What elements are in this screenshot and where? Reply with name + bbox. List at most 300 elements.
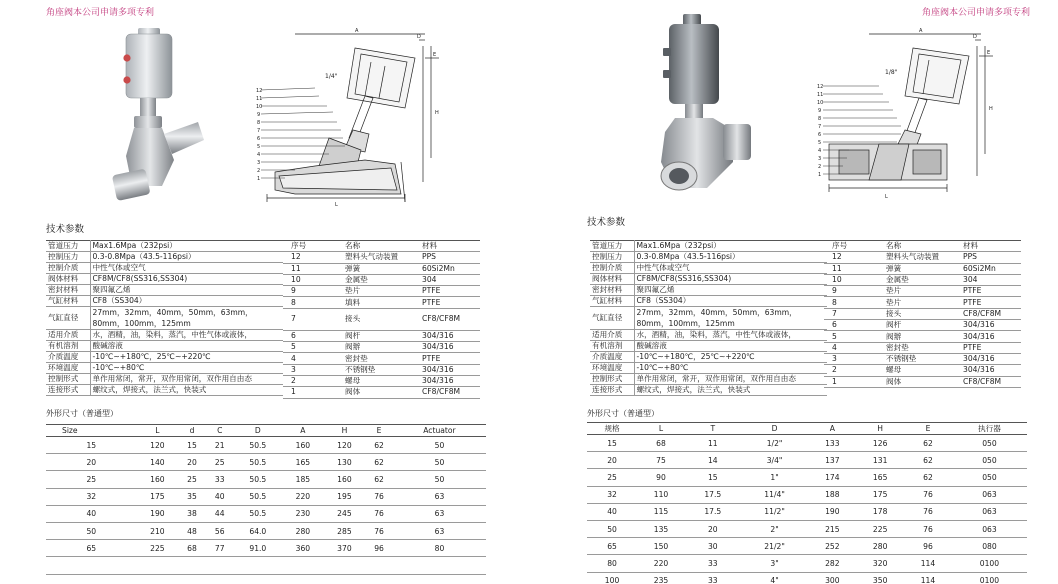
spec-value: 螺纹式，焊接式，法兰式，快装式 xyxy=(634,385,827,396)
inlet-pipe xyxy=(164,122,204,154)
dim-cell: 3/4" xyxy=(741,452,809,469)
dim-cell: 20 xyxy=(46,454,137,471)
tech-params-title: 技术参数 xyxy=(587,217,626,228)
dim-cell: 188 xyxy=(808,486,856,503)
dim-cell: 96 xyxy=(904,538,952,555)
dim-cell: 21/2" xyxy=(741,538,809,555)
inlet-port xyxy=(723,124,751,160)
dim-cell: H xyxy=(856,423,904,435)
dim-header-row xyxy=(46,425,486,437)
dim-cell: 165 xyxy=(856,469,904,486)
parts-row: 2 螺母 304/316 xyxy=(824,365,1021,376)
spec-label: 连接形式 xyxy=(46,385,90,396)
dim-row xyxy=(46,505,486,522)
spec-value: 聚四氟乙烯 xyxy=(90,285,283,296)
valve-drawing-threaded xyxy=(809,26,1009,211)
dim-row xyxy=(46,522,486,539)
part-label: 10 xyxy=(256,104,263,110)
outlet-pipe xyxy=(112,169,151,202)
dim-cell: 17.5 xyxy=(685,486,741,503)
dim-cell: 252 xyxy=(808,538,856,555)
part-label: 8 xyxy=(818,116,822,122)
spec-label: 气缸直径 xyxy=(590,307,634,330)
dim-cell: 080 xyxy=(952,538,1027,555)
dim-cell: 63 xyxy=(393,522,486,539)
spec-value: 酸碱溶液 xyxy=(634,341,827,352)
dim-cell: C xyxy=(206,425,234,437)
dim-row xyxy=(587,503,1027,520)
dim-cell: 140 xyxy=(137,454,179,471)
spec-label: 环境温度 xyxy=(46,363,90,374)
dim-cell: 25 xyxy=(206,454,234,471)
part-label: 11 xyxy=(256,96,263,102)
dim-cell xyxy=(137,557,179,574)
spec-value: CF8M/CF8(SS316,SS304) xyxy=(90,274,283,285)
dim-row-empty xyxy=(46,557,486,574)
valve-photo-threaded xyxy=(649,12,764,202)
part-label: 5 xyxy=(257,144,261,150)
port-size-label: 1/4" xyxy=(325,73,338,80)
dim-cell xyxy=(46,557,137,574)
dim-cell: 280 xyxy=(282,522,324,539)
spec-label: 密封材料 xyxy=(46,285,90,296)
part-label: 2 xyxy=(257,168,261,174)
dim-cell: 11/2" xyxy=(741,503,809,520)
right-panel xyxy=(529,0,1058,584)
dim-row xyxy=(46,437,486,454)
part-label: 1 xyxy=(257,176,261,182)
dim-cell: 14 xyxy=(685,452,741,469)
dim-cell: 50 xyxy=(393,471,486,488)
spec-value: 水，酒精，油，染料，蒸汽，中性气体或液体， xyxy=(634,330,827,341)
dim-cell: 33 xyxy=(206,471,234,488)
dim-cell: 63 xyxy=(393,488,486,505)
dim-cell: 137 xyxy=(808,452,856,469)
dim-cell: 050 xyxy=(952,452,1027,469)
dim-cell: 68 xyxy=(637,435,685,452)
dim-cell: 20 xyxy=(178,454,206,471)
parts-table xyxy=(283,240,480,399)
dim-cell: 280 xyxy=(856,538,904,555)
dim-cell: 40 xyxy=(46,505,137,522)
spec-label: 控制形式 xyxy=(590,374,634,385)
parts-table xyxy=(824,240,1021,388)
dim-cell: A xyxy=(282,425,324,437)
dim-cell: 50 xyxy=(46,522,137,539)
spec-value: 聚四氟乙烯 xyxy=(634,285,827,296)
dim-row xyxy=(587,452,1027,469)
dim-cell: 62 xyxy=(365,454,393,471)
spec-value: 中性气体或空气 xyxy=(90,263,283,274)
dim-cell: 25 xyxy=(178,471,206,488)
dim-cell: 32 xyxy=(587,486,637,503)
spec-value: -10℃~+80℃ xyxy=(90,363,283,374)
dim-cell: 20 xyxy=(685,520,741,537)
parts-header-row xyxy=(283,241,480,252)
part-label: 3 xyxy=(818,156,822,162)
spec-label: 控制介质 xyxy=(590,263,634,274)
spec-label: 介质温度 xyxy=(46,352,90,363)
air-port-bottom xyxy=(663,70,671,78)
dim-cell: E xyxy=(365,425,393,437)
dim-cell: 150 xyxy=(637,538,685,555)
dim-row xyxy=(587,520,1027,537)
air-port-top xyxy=(663,48,671,56)
dim-cell: 62 xyxy=(904,435,952,452)
dim-row xyxy=(46,540,486,557)
dim-cell: 33 xyxy=(685,572,741,584)
dim-cell: 96 xyxy=(365,540,393,557)
spec-value: 单作用常闭，常开，双作用常闭，双作用自由态 xyxy=(90,374,283,385)
part-label: 11 xyxy=(817,92,824,98)
dim-cell: 17.5 xyxy=(685,503,741,520)
dim-row xyxy=(46,488,486,505)
dim-cell: 300 xyxy=(808,572,856,584)
parts-row: 3 不锈钢垫 304/316 xyxy=(824,353,1021,364)
dim-cell: 3" xyxy=(741,555,809,572)
dim-cell: 50 xyxy=(587,520,637,537)
parts-row: 8 垫片 PTFE xyxy=(824,297,1021,308)
spec-value: 27mm，32mm，40mm，50mm，63mm， xyxy=(92,308,253,317)
spec-value: CF8（SS304） xyxy=(634,296,827,307)
valve-drawing-welded xyxy=(255,26,450,216)
dim-cell: 50 xyxy=(393,454,486,471)
part-label: 9 xyxy=(818,108,822,114)
spec-label: 气缸材料 xyxy=(46,296,90,307)
dim-cell: 77 xyxy=(206,540,234,557)
dim-cell: T xyxy=(685,423,741,435)
dim-cell: 135 xyxy=(637,520,685,537)
part-label: 12 xyxy=(817,84,824,90)
dim-cell xyxy=(324,557,366,574)
dim-cell: 1/2" xyxy=(741,435,809,452)
parts-row: 7 接头 CF8/CF8M xyxy=(283,308,480,330)
spec-label: 管道压力 xyxy=(46,241,90,252)
dim-cell: 62 xyxy=(904,452,952,469)
spec-value-cont: 80mm，100mm，125mm xyxy=(92,319,191,328)
parts-row: 1 阀体 CF8/CF8M xyxy=(824,376,1021,387)
dim-cell: 063 xyxy=(952,503,1027,520)
spec-label: 阀体材料 xyxy=(46,274,90,285)
air-port-bottom xyxy=(123,76,130,83)
part-label: 6 xyxy=(818,132,822,138)
spec-value: 0.3-0.8Mpa（43.5-116psi） xyxy=(634,252,827,263)
part-label: 8 xyxy=(257,120,261,126)
air-port-top xyxy=(123,54,130,61)
dim-d-label: D xyxy=(973,34,977,40)
dim-cell: 360 xyxy=(282,540,324,557)
dim-cell: 100 xyxy=(587,572,637,584)
parts-row: 6 阀杆 304/316 xyxy=(824,320,1021,331)
dim-cell xyxy=(282,557,324,574)
part-label: 6 xyxy=(257,136,261,142)
dim-cell: 114 xyxy=(904,555,952,572)
dim-cell: 1" xyxy=(741,469,809,486)
dim-cell: Actuator xyxy=(393,425,486,437)
parts-row: 10 金属垫 304 xyxy=(283,274,480,285)
dim-cell: 190 xyxy=(808,503,856,520)
dim-row xyxy=(46,471,486,488)
dim-cell: D xyxy=(234,425,283,437)
dim-cell: 210 xyxy=(137,522,179,539)
dim-row xyxy=(587,486,1027,503)
spec-value: 27mm，32mm，40mm，50mm，63mm， xyxy=(636,308,797,317)
spec-label: 气缸直径 xyxy=(46,307,90,330)
dim-cell: 2" xyxy=(741,520,809,537)
dim-cell: 63 xyxy=(393,505,486,522)
dim-row xyxy=(587,435,1027,452)
dim-cell: 65 xyxy=(587,538,637,555)
dim-cell: E xyxy=(904,423,952,435)
dim-cell: 56 xyxy=(206,522,234,539)
dim-cell: 75 xyxy=(637,452,685,469)
dim-cell: 0100 xyxy=(952,555,1027,572)
dim-cell: 174 xyxy=(808,469,856,486)
dim-cell: 175 xyxy=(137,488,179,505)
dim-cell: 64.0 xyxy=(234,522,283,539)
dim-cell: 44 xyxy=(206,505,234,522)
dim-cell: 35 xyxy=(178,488,206,505)
parts-row: 11 弹簧 60Si2Mn xyxy=(824,263,1021,274)
dim-cell: 178 xyxy=(856,503,904,520)
parts-row: 12 塑料头气动装置 PPS xyxy=(283,252,480,263)
dim-cell: 130 xyxy=(324,454,366,471)
part-label: 9 xyxy=(257,112,261,118)
parts-header-row xyxy=(824,241,1021,252)
spec-value: -10℃~+180℃，25℃~+220℃ xyxy=(634,352,827,363)
spec-label: 适用介质 xyxy=(46,330,90,341)
dim-l-label: L xyxy=(335,202,338,208)
dimensions-table xyxy=(46,424,486,575)
dimensions-table xyxy=(587,422,1027,584)
dim-cell: D xyxy=(741,423,809,435)
dim-cell: 185 xyxy=(282,471,324,488)
dim-cell: 执行器 xyxy=(952,423,1027,435)
parts-row: 5 阀辦 304/316 xyxy=(283,342,480,353)
dim-cell: 0100 xyxy=(952,572,1027,584)
dim-cell: 68 xyxy=(178,540,206,557)
part-label: 5 xyxy=(818,140,822,146)
parts-row: 4 密封垫 PTFE xyxy=(824,342,1021,353)
spec-label: 介质温度 xyxy=(590,352,634,363)
dim-h-label: H xyxy=(435,110,439,116)
dim-cell: 50.5 xyxy=(234,471,283,488)
part-label: 1 xyxy=(818,172,822,178)
dim-e-label: E xyxy=(433,52,437,58)
dim-cell: 050 xyxy=(952,435,1027,452)
dim-cell: 76 xyxy=(904,503,952,520)
dim-cell: 120 xyxy=(324,437,366,454)
dim-cell xyxy=(234,557,283,574)
dim-cell: 215 xyxy=(808,520,856,537)
dim-row xyxy=(587,555,1027,572)
dim-cell: 76 xyxy=(365,522,393,539)
dim-cell: 80 xyxy=(393,540,486,557)
part-label: 4 xyxy=(818,148,822,154)
dim-cell: d xyxy=(178,425,206,437)
dim-cell: 50 xyxy=(393,437,486,454)
parts-row: 7 接头 CF8/CF8M xyxy=(824,308,1021,319)
parts-header-no: 序号 xyxy=(824,241,884,252)
dim-cell: 195 xyxy=(324,488,366,505)
dim-cell: 175 xyxy=(856,486,904,503)
spec-label: 连接形式 xyxy=(590,385,634,396)
dim-row xyxy=(587,572,1027,584)
parts-row: 9 垫片 PTFE xyxy=(824,286,1021,297)
dim-cell: 063 xyxy=(952,520,1027,537)
dim-cell: 110 xyxy=(637,486,685,503)
parts-header-name: 名称 xyxy=(343,241,420,252)
spec-value: 中性气体或空气 xyxy=(634,263,827,274)
dim-cell: 91.0 xyxy=(234,540,283,557)
part-label: 3 xyxy=(257,160,261,166)
dim-cell: 规格 xyxy=(587,423,637,435)
dim-cell: 225 xyxy=(137,540,179,557)
dim-cell: 160 xyxy=(137,471,179,488)
dim-cell: L xyxy=(137,425,179,437)
dim-header-row xyxy=(587,423,1027,435)
dim-cell: 50.5 xyxy=(234,454,283,471)
dim-row xyxy=(587,538,1027,555)
part-label: 12 xyxy=(256,88,263,94)
dim-cell: 20 xyxy=(587,452,637,469)
dim-cell: 050 xyxy=(952,469,1027,486)
dimensions-title: 外形尺寸（普通型） xyxy=(46,409,118,418)
dim-cell: 245 xyxy=(324,505,366,522)
spec-value: -10℃~+80℃ xyxy=(634,363,827,374)
dim-cell: 320 xyxy=(856,555,904,572)
dim-row xyxy=(46,454,486,471)
dim-cell: 32 xyxy=(46,488,137,505)
dim-cell xyxy=(178,557,206,574)
dim-cell: 48 xyxy=(178,522,206,539)
packing-nut xyxy=(134,116,162,128)
spec-label: 阀体材料 xyxy=(590,274,634,285)
parts-row: 9 垫片 PTFE xyxy=(283,286,480,297)
parts-row: 2 螺母 304/316 xyxy=(283,375,480,386)
parts-row: 6 阀杆 304/316 xyxy=(283,330,480,341)
dim-cell: 33 xyxy=(685,555,741,572)
dim-cell: 350 xyxy=(856,572,904,584)
dim-cell: 76 xyxy=(365,505,393,522)
parts-header-material: 材料 xyxy=(961,241,1021,252)
spec-table xyxy=(590,240,827,396)
dim-l-label: L xyxy=(885,194,888,200)
part-label: 2 xyxy=(818,164,822,170)
dim-cell: 50.5 xyxy=(234,505,283,522)
dim-cell: 15 xyxy=(685,469,741,486)
dim-cell: 90 xyxy=(637,469,685,486)
spec-label: 控制压力 xyxy=(46,252,90,263)
dim-cell: 225 xyxy=(856,520,904,537)
spec-value: CF8（SS304） xyxy=(90,296,283,307)
dim-cell: 220 xyxy=(282,488,324,505)
spec-label: 管道压力 xyxy=(590,241,634,252)
spec-value: 酸碱溶液 xyxy=(90,341,283,352)
dim-cell xyxy=(393,557,486,574)
actuator-neck xyxy=(685,104,703,118)
dim-cell: 131 xyxy=(856,452,904,469)
spec-value: 螺纹式，焊接式，法兰式，快装式 xyxy=(90,385,283,396)
parts-header-name: 名称 xyxy=(884,241,961,252)
dim-cell: 165 xyxy=(282,454,324,471)
parts-row: 12 塑料头气动装置 PPS xyxy=(824,252,1021,263)
spec-value: -10℃~+180℃，25℃~+220℃ xyxy=(90,352,283,363)
dim-cell xyxy=(365,557,393,574)
dim-cell: 220 xyxy=(637,555,685,572)
dim-a-label: A xyxy=(355,28,359,34)
dim-cell: 4" xyxy=(741,572,809,584)
parts-header-no: 序号 xyxy=(283,241,343,252)
spec-value: CF8M/CF8(SS316,SS304) xyxy=(634,274,827,285)
valve-photo-welded xyxy=(108,26,208,206)
actuator-head xyxy=(126,34,172,98)
dim-cell: H xyxy=(324,425,366,437)
tech-params-title: 技术参数 xyxy=(46,224,85,235)
spec-label: 控制介质 xyxy=(46,263,90,274)
dim-e-label: E xyxy=(987,50,991,56)
dim-cell: 15 xyxy=(178,437,206,454)
dim-cell: 114 xyxy=(904,572,952,584)
dim-cell: 50.5 xyxy=(234,488,283,505)
parts-row: 3 不锈钢垫 304/316 xyxy=(283,364,480,375)
dim-cell: 11/4" xyxy=(741,486,809,503)
spec-value: Max1.6Mpa（232psi） xyxy=(634,241,827,252)
dim-cell: 15 xyxy=(46,437,137,454)
spec-value: 0.3-0.8Mpa（43.5-116psi） xyxy=(90,252,283,263)
dim-cell: 65 xyxy=(46,540,137,557)
dim-cell: 38 xyxy=(178,505,206,522)
dim-cell: 190 xyxy=(137,505,179,522)
dim-cell: A xyxy=(808,423,856,435)
parts-row: 10 金属垫 304 xyxy=(824,274,1021,285)
dim-cell: L xyxy=(637,423,685,435)
dim-a-label: A xyxy=(919,28,923,34)
dim-cell: 120 xyxy=(137,437,179,454)
parts-row: 1 阀体 CF8/CF8M xyxy=(283,387,480,398)
spec-label: 环境温度 xyxy=(590,363,634,374)
dim-cell: 40 xyxy=(587,503,637,520)
dim-cell: 40 xyxy=(206,488,234,505)
spec-label: 控制形式 xyxy=(46,374,90,385)
spec-table xyxy=(46,240,283,396)
dim-cell: 50.5 xyxy=(234,437,283,454)
dimensions-title: 外形尺寸（普通型） xyxy=(587,409,659,418)
dim-row xyxy=(587,469,1027,486)
dim-cell xyxy=(206,557,234,574)
part-label: 10 xyxy=(817,100,824,106)
dim-h-label: H xyxy=(989,106,993,112)
dim-cell: 063 xyxy=(952,486,1027,503)
dim-cell: 30 xyxy=(685,538,741,555)
dim-cell: 160 xyxy=(324,471,366,488)
dim-cell: 25 xyxy=(46,471,137,488)
part-label: 7 xyxy=(818,124,822,130)
spec-label: 气缸材料 xyxy=(590,296,634,307)
dim-cell: Size xyxy=(46,425,137,437)
dim-cell: 126 xyxy=(856,435,904,452)
part-label: 4 xyxy=(257,152,261,158)
dim-cell: 62 xyxy=(904,469,952,486)
dim-d-label: D xyxy=(417,34,421,40)
spec-value: 水，酒精，油，染料，蒸汽，中性气体或液体， xyxy=(90,330,283,341)
dim-cell: 11 xyxy=(685,435,741,452)
dim-cell: 285 xyxy=(324,522,366,539)
dim-cell: 62 xyxy=(365,471,393,488)
spec-value: Max1.6Mpa（232psi） xyxy=(90,241,283,252)
parts-row: 5 阀辦 304/316 xyxy=(824,331,1021,342)
dim-cell: 25 xyxy=(587,469,637,486)
